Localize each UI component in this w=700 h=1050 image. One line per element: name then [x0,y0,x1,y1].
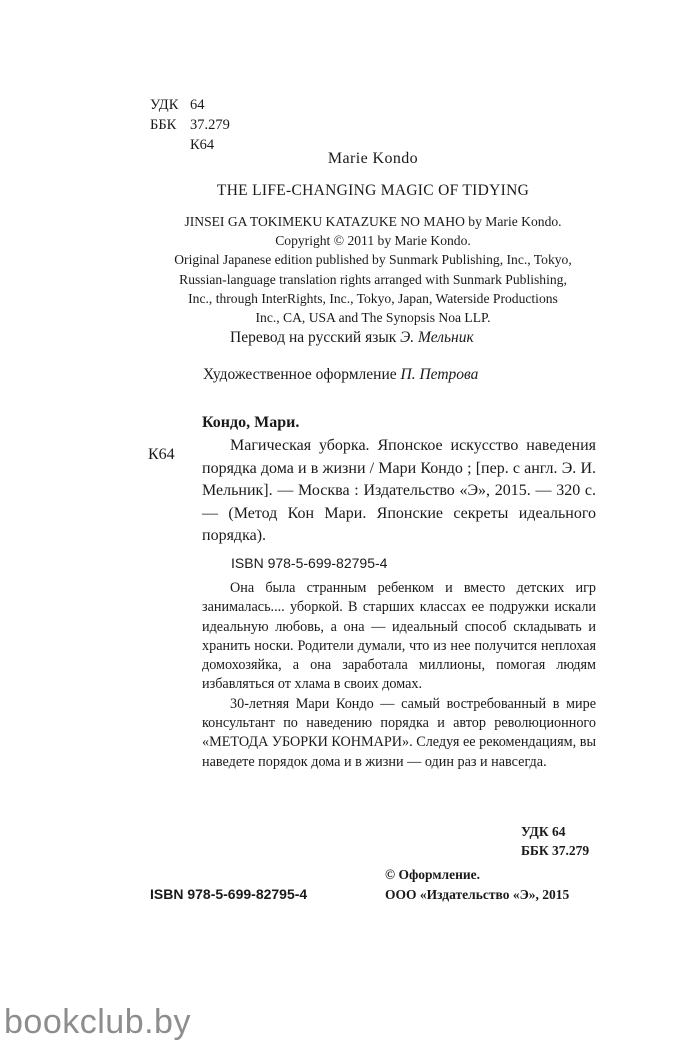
udk-code: УДК 64 [521,824,566,839]
entry-heading: Кондо, Мари. [202,414,300,431]
imprint [385,865,569,905]
design-prefix: Художественное оформление [203,366,397,383]
copyright-line: Original Japanese edition published by Sunmark Publishing, Inc., Tokyo, [174,252,572,268]
imprint-isbn: ISBN 978-5-699-82795-4 [150,886,308,902]
annotation-paragraph: 30-летняя Мари Кондо — самый востребованный в мире консультант по наведению порядка и автор революционного «МЕТОДА УБОРКИ КОНМАРИ». Следуя ее рекомендациям, вы наведете порядок дома и в жизни — один раз и навсегда. [202,695,596,770]
udk-value: 64 [190,97,205,113]
original-title: THE LIFE-CHANGING MAGIC OF TIDYING [216,182,530,199]
copyright-block [150,212,596,327]
copyright-line: Inc., CA, USA and The Synopsis Noa LLP. [255,310,491,326]
translation-prefix: Перевод на русский язык [230,329,397,346]
bbk-line [150,115,230,135]
annotation-paragraph: Она была странным ребенком и вместо детских игр занималась.... уборкой. В старших классах ее подружки искали идеальную любовь, а она — идеальный способ складывать и хранить носки. Родители думали, что из нее получится неплохая домохозяйка, а она заработала миллионы, помогая людям избавляться от хлама в своих домах. [202,580,596,693]
udk-line [150,95,230,115]
design-copyright: © Оформление. [385,867,481,882]
copyright-line: Copyright © 2011 by Marie Kondo. [275,233,471,249]
udk-label: УДК [150,97,179,113]
original-author: Marie Kondo [327,150,419,167]
index-codes [521,822,589,860]
annotation [202,579,596,772]
entry-isbn: ISBN 978-5-699-82795-4 [231,555,388,571]
copyright-line: JINSEI GA TOKIMEKU KATAZUKE NO MAHO by Marie Kondo. [184,214,562,229]
entry-body: Магическая уборка. Японское искусство наведения порядка дома и в жизни / Мари Кондо ; [пер. с англ. Э. И. Мельник]. — Москва : Издательство «Э», 2015. — 320 с. — (Метод Кон Мари. Японские секреты идеального порядка). [202,437,596,544]
publisher-line: ООО «Издательство «Э», 2015 [385,887,570,902]
translator-name: Э. Мельник [400,329,474,346]
bbk-value: 37.279 [190,117,230,133]
author-mark: К64 [190,137,215,153]
design-credit [203,366,478,384]
copyright-line: Inc., through InterRights, Inc., Tokyo, Japan, Waterside Productions [188,290,558,306]
watermark-logo: bookclub.by [4,1003,191,1041]
bbk-label: ББК [150,117,177,133]
translation-credit [230,329,474,347]
designer-name: П. Петрова [400,366,479,383]
classification-block [150,95,230,155]
bbk-code: ББК 37.279 [521,843,590,858]
entry-mark: К64 [148,446,175,463]
copyright-line: Russian-language translation rights arranged with Sunmark Publishing, [179,271,567,287]
